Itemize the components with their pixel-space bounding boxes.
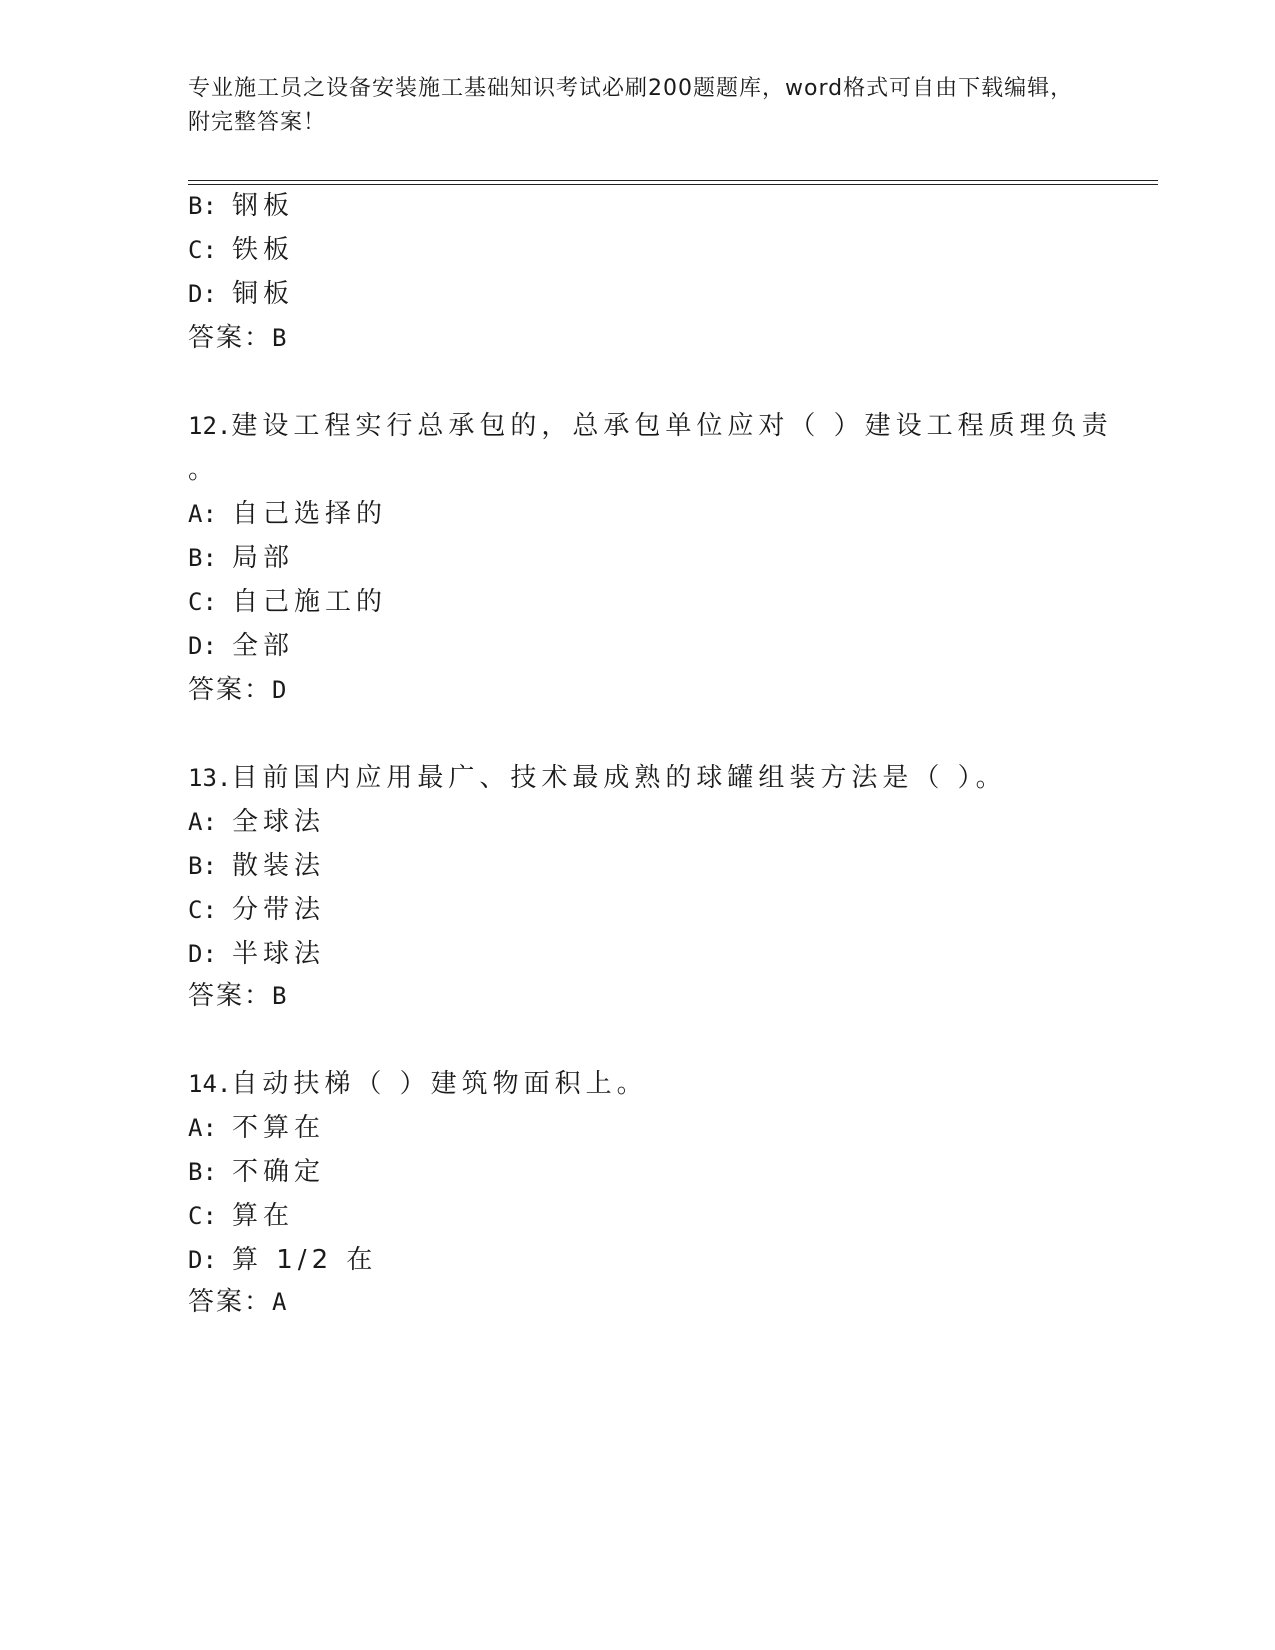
option-key: B: [188,192,217,220]
option-text: 半球法 [232,939,326,969]
option-d [188,936,325,972]
option-text: 铜板 [232,279,295,309]
answer-label: 答案： [188,981,273,1011]
option-key: A: [188,1114,217,1142]
option-a [188,496,387,532]
option-key: D: [188,280,217,308]
option-b [188,1154,325,1190]
option-key: C: [188,588,217,616]
answer-value: B [272,324,289,352]
answer-value: A [272,1288,289,1316]
option-a [188,1110,325,1146]
answer-value: D [272,676,289,704]
option-text: 全球法 [232,807,326,837]
question-12-stem-cont [188,452,219,488]
answer-line [188,978,288,1014]
question-number: 12. [188,412,232,440]
question-text: 建设工程实行总承包的，总承包单位应对（ ）建设工程质理负责 [231,411,1113,441]
question-text-cont: 。 [188,455,220,485]
option-key: A: [188,500,217,528]
option-b [188,848,325,884]
option-key: C: [188,896,217,924]
option-key: B: [188,544,217,572]
answer-label: 答案： [188,675,273,705]
header-divider-top [188,180,1158,181]
answer-label: 答案： [188,1287,273,1317]
option-key: B: [188,1158,217,1186]
option-c [188,892,325,928]
answer-label: 答案： [188,323,273,353]
option-b [188,540,294,576]
option-key: C: [188,1202,217,1230]
question-number: 13. [188,764,232,792]
option-key: C: [188,236,217,264]
option-text: 算 1/2 在 [232,1245,378,1275]
option-text: 自己施工的 [232,587,388,617]
option-text: 不确定 [232,1157,326,1187]
option-key: B: [188,852,217,880]
option-c [188,584,387,620]
option-text: 散装法 [232,851,326,881]
option-text: 铁板 [232,235,295,265]
answer-line [188,1284,288,1320]
question-12-stem [188,408,1113,444]
option-c [188,1198,294,1234]
option-d [188,276,294,312]
option-key: D: [188,1246,217,1274]
question-14-stem [188,1066,648,1102]
option-text: 不算在 [232,1113,326,1143]
option-key: D: [188,632,217,660]
option-key: D: [188,940,217,968]
question-text: 目前国内应用最广、技术最成熟的球罐组装方法是（ ）。 [231,763,1007,793]
option-text: 全部 [232,631,295,661]
question-number: 14. [188,1070,232,1098]
option-d [188,628,294,664]
document-header: 专业施工员之设备安装施工基础知识考试必刷200题题库，word格式可自由下载编辑，附完整答案！ [188,76,1074,135]
header-divider-bottom [188,184,1158,185]
option-key: A: [188,808,217,836]
option-text: 算在 [232,1201,295,1231]
option-a [188,804,325,840]
option-text: 钢板 [232,191,295,221]
question-text: 自动扶梯（ ）建筑物面积上。 [231,1069,648,1099]
option-text: 局部 [232,543,295,573]
option-text: 自己选择的 [232,499,388,529]
option-c [188,232,294,268]
answer-line [188,672,288,708]
option-b [188,188,294,224]
question-13-stem [188,760,1007,796]
option-text: 分带法 [232,895,326,925]
answer-value: B [272,982,289,1010]
option-d [188,1242,377,1278]
answer-line [188,320,288,356]
